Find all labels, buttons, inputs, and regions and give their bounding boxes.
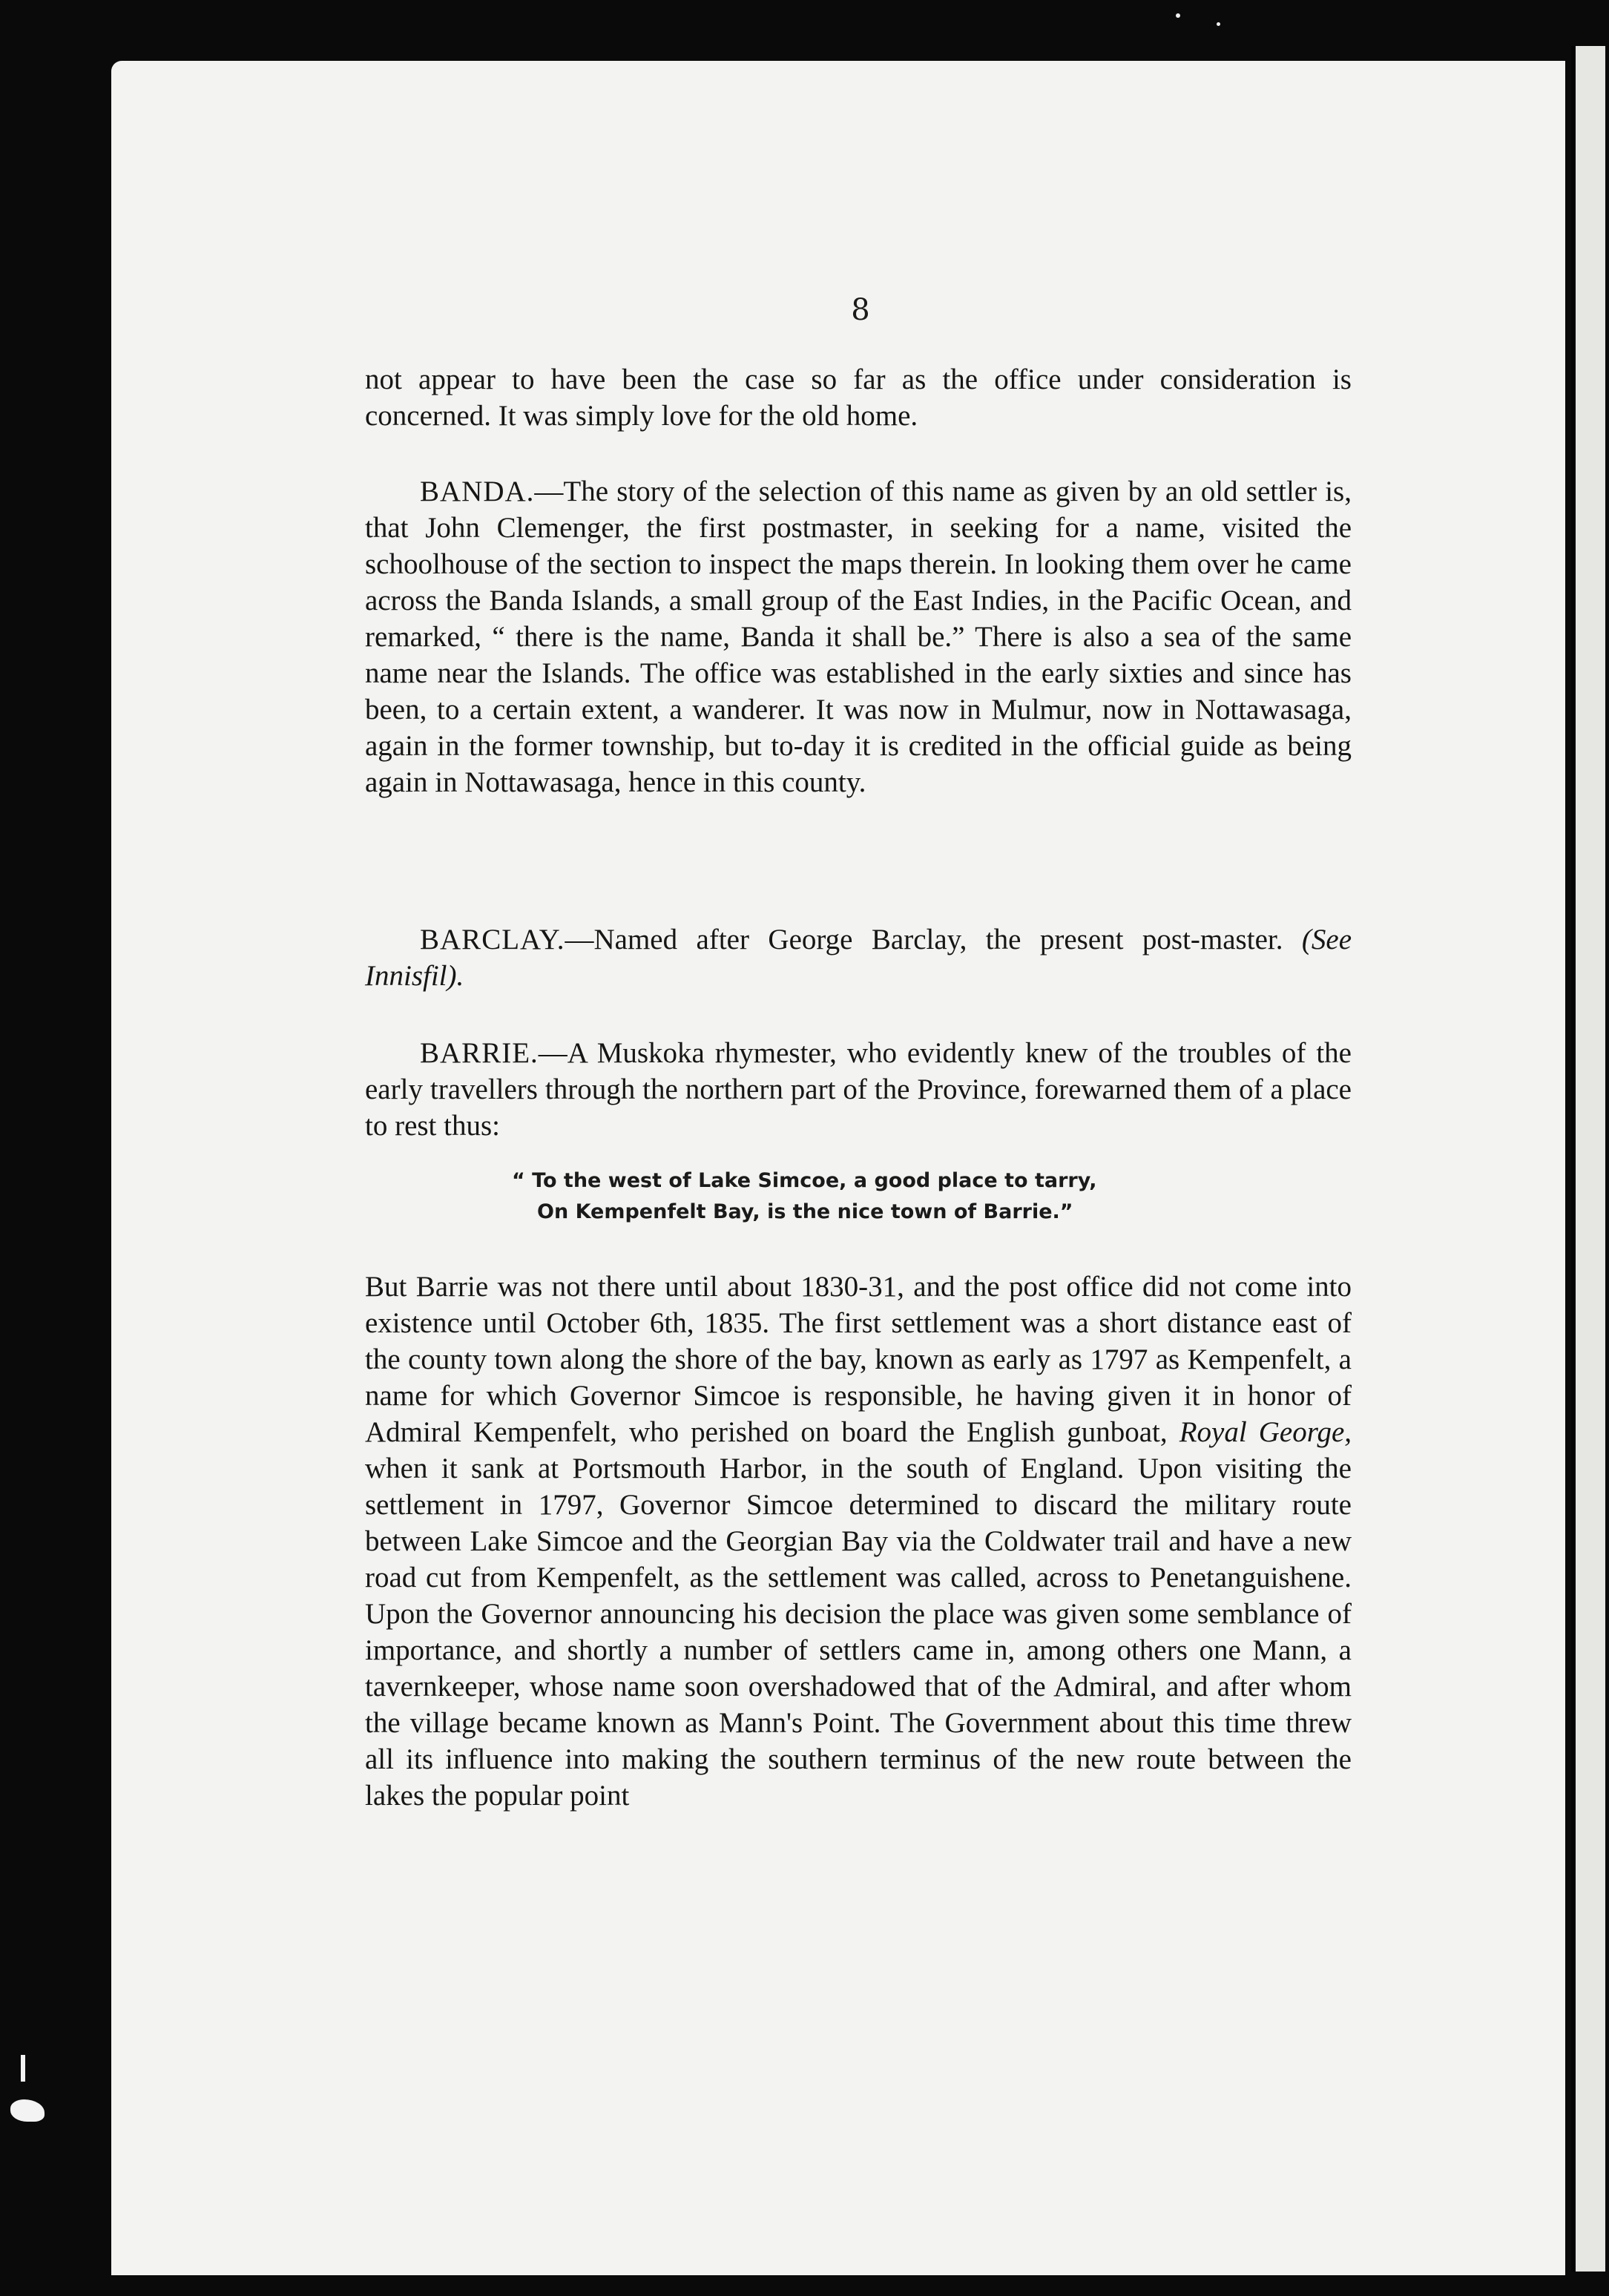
dust-speck: [1217, 22, 1220, 26]
barrie-entry: [365, 1035, 1352, 1144]
barclay-cross-reference: (See Innisfil).: [365, 924, 1352, 992]
margin-mark: [10, 2099, 45, 2122]
banda-heading: BANDA.: [420, 476, 535, 507]
barrie-continuation: [365, 1269, 1352, 1814]
intro-text: not appear to have been the case so far as the office under consideration is concerned. It was simply love for the old home.: [365, 364, 1352, 432]
banda-entry: [365, 473, 1352, 800]
dust-speck: [1176, 13, 1180, 18]
page-number: 8: [851, 293, 870, 327]
rhyme-quotation: [512, 1165, 1254, 1228]
barclay-heading: BARCLAY.: [420, 924, 565, 955]
intro-paragraph: [365, 361, 1352, 434]
adjacent-page-edge: [1571, 46, 1605, 2272]
continuation-text-1: But Barrie was not there until about 1830-31, and the post office did not come into existence until October 6th, 1835. The first settlement was a short distance east of the county town along the shore of the bay, known as early as 1797 as Kempenfelt, a name for which Governor Simcoe is responsible, he having given it in honor of Admiral Kempenfelt, who perished on board the English gunboat,: [365, 1271, 1352, 1448]
barclay-text: —Named after George Barclay, the present post-master.: [565, 924, 1283, 955]
barrie-text: —A Muskoka rhymester, who evidently knew of the troubles of the early travellers through the northern part of the Province, forewarned them of a place to rest thus:: [365, 1037, 1352, 1142]
margin-mark: [21, 2055, 25, 2082]
barrie-heading: BARRIE.: [420, 1037, 539, 1069]
barclay-entry: [365, 921, 1352, 994]
banda-text: —The story of the selection of this name as given by an old settler is, that John Clemenger, the first postmaster, in seeking for a name, visited the schoolhouse of the section to inspect the maps therein. In looking them over he came across the Banda Islands, a small group of the East Indies, in the Pacific Ocean, and remarked, “ there is the name, Banda it shall be.” There is also a sea of the same name near the Islands. The office was established in the early sixties and since has been, to a certain extent, a wanderer. It was now in Mulmur, now in Nottawasaga, again in the former township, but to-day it is credited in the official guide as being again in Nottawasaga, hence in this county.: [365, 476, 1352, 798]
rhyme-line-2: On Kempenfelt Bay, is the nice town of Barrie.”: [537, 1200, 1073, 1223]
continuation-text-2: when it sank at Portsmouth Harbor, in the south of England. Upon visiting the settlement in 1797, Governor Simcoe determined to discard the military route between Lake Simcoe and the Georgian Bay via the Coldwater trail and have a new road cut from Kempenfelt, as the settlement was called, across to Penetanguishene. Upon the Governor announcing his decision the place was given some semblance of importance, and shortly a number of settlers came in, among others one Mann, a tavernkeeper, whose name soon overshadowed that of the Admiral, and after whom the village became known as Mann's Point. The Government about this time threw all its influence into making the southern terminus of the new route between the lakes the popular point: [365, 1453, 1352, 1812]
ship-name: Royal George,: [1179, 1416, 1352, 1448]
rhyme-line-1: “ To the west of Lake Simcoe, a good place to tarry,: [512, 1169, 1097, 1192]
